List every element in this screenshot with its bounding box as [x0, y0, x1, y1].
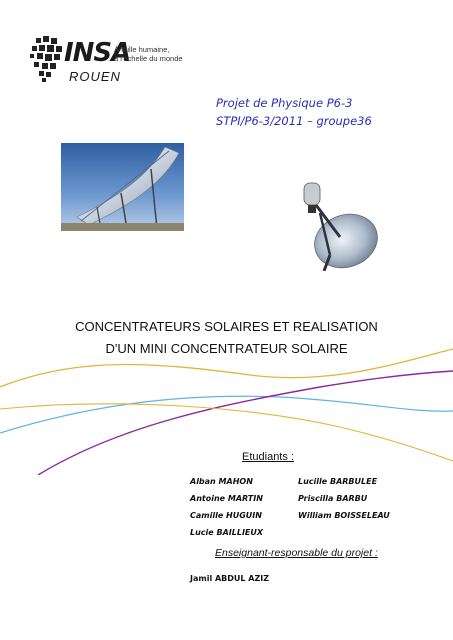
student-name: Lucie BAILLIEUX	[190, 528, 264, 537]
logo-dots-icon	[28, 32, 68, 84]
title-line2: D'UN MINI CONCENTRATEUR SOLAIRE	[105, 341, 348, 356]
logo-tagline-line1: À taille humaine,	[114, 45, 170, 54]
wave-blue	[0, 396, 453, 433]
student-name: Camille HUGUIN	[190, 511, 262, 520]
project-code: Projet de Physique P6-3	[216, 96, 353, 110]
student-name: Lucille BARBULEE	[298, 477, 378, 486]
insa-logo	[28, 32, 188, 92]
logo-wordmark: INSA	[64, 38, 131, 68]
logo-city: ROUEN	[69, 69, 121, 84]
logo-tagline	[114, 45, 194, 63]
decorative-waves	[0, 335, 453, 475]
project-heading	[216, 94, 372, 130]
logo-tagline-line2: à l'échelle du monde	[114, 54, 183, 63]
student-name: Antoine MARTIN	[190, 494, 263, 503]
parabolic-trough-photo	[61, 143, 184, 231]
student-name: Alban MAHON	[190, 477, 253, 486]
students-heading: Etudiants :	[242, 451, 294, 463]
teacher-name: Jamil ABDUL AZIZ	[190, 574, 270, 583]
dish-concentrator-photo	[282, 177, 382, 271]
teacher-heading: Enseignant-responsable du projet :	[215, 547, 378, 559]
title-line1: CONCENTRATEURS SOLAIRES ET REALISATION	[75, 319, 378, 334]
project-group: STPI/P6-3/2011 – groupe36	[216, 114, 372, 128]
wave-yellow-lower	[0, 404, 453, 461]
student-name: William BOISSELEAU	[298, 511, 390, 520]
wave-yellow	[0, 349, 453, 387]
student-name: Priscilla BARBU	[298, 494, 368, 503]
